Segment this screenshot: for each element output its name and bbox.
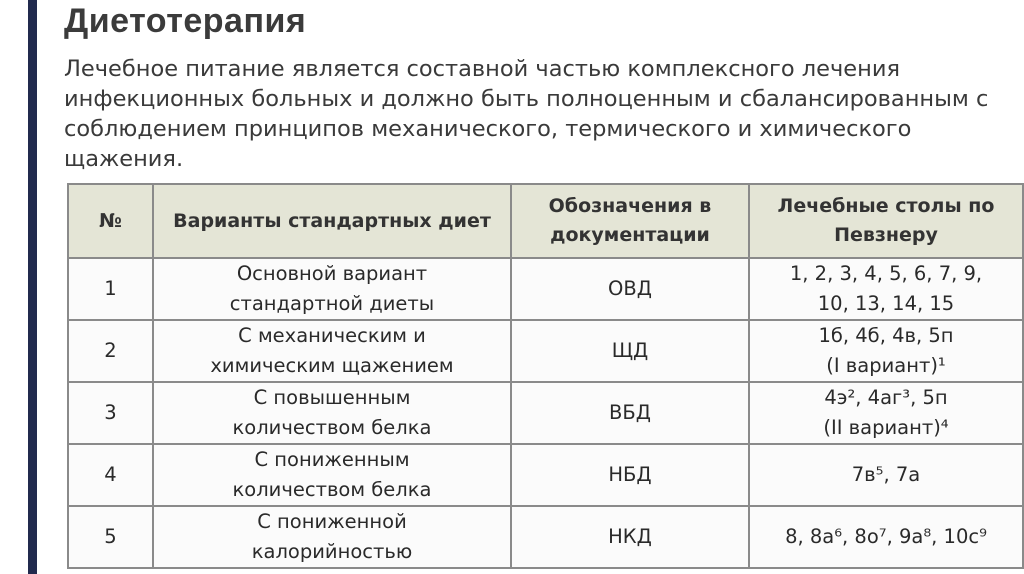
- row-variant: С пониженной калорийностью: [153, 506, 511, 568]
- row-number: 1: [68, 258, 153, 320]
- header-code: Обозначения в документации: [511, 184, 749, 258]
- row-tables: 8, 8а⁶, 8о⁷, 9а⁸, 10с⁹: [749, 506, 1023, 568]
- table-row: [68, 320, 1023, 382]
- header-pevzner: Лечебные столы по Певзнеру: [749, 184, 1023, 258]
- table-row: [68, 444, 1023, 506]
- table-row: [68, 258, 1023, 320]
- row-tables: 4э², 4аг³, 5п (II вариант)⁴: [749, 382, 1023, 444]
- table-header-row: [68, 184, 1023, 258]
- row-tables: 7в⁵, 7а: [749, 444, 1023, 506]
- diet-table: [67, 183, 1024, 569]
- row-code: ВБД: [511, 382, 749, 444]
- row-number: 4: [68, 444, 153, 506]
- row-variant: С повышенным количеством белка: [153, 382, 511, 444]
- row-variant: С механическим и химическим щажением: [153, 320, 511, 382]
- table-row: [68, 506, 1023, 568]
- table-row: [68, 382, 1023, 444]
- row-variant: Основной вариант стандартной диеты: [153, 258, 511, 320]
- row-code: НБД: [511, 444, 749, 506]
- header-variant: Варианты стандартных диет: [153, 184, 511, 258]
- row-code: ЩД: [511, 320, 749, 382]
- row-code: ОВД: [511, 258, 749, 320]
- row-tables: 1б, 4б, 4в, 5п (I вариант)¹: [749, 320, 1023, 382]
- left-accent-bar: [0, 0, 40, 574]
- row-variant: С пониженным количеством белка: [153, 444, 511, 506]
- header-number: №: [68, 184, 153, 258]
- diet-table-container: [67, 183, 1024, 574]
- row-number: 2: [68, 320, 153, 382]
- row-number: 3: [68, 382, 153, 444]
- intro-text: Лечебное питание является составной частью комплексного лечения инфекционных больных и должно быть полноценным и сбалансированным с соблюдением принципов механического, термического и химического щажения.: [64, 56, 989, 172]
- page-title: Диетотерапия: [64, 2, 307, 40]
- row-code: НКД: [511, 506, 749, 568]
- row-number: 5: [68, 506, 153, 568]
- accent-stripe: [28, 0, 37, 574]
- row-tables: 1, 2, 3, 4, 5, 6, 7, 9, 10, 13, 14, 15: [749, 258, 1023, 320]
